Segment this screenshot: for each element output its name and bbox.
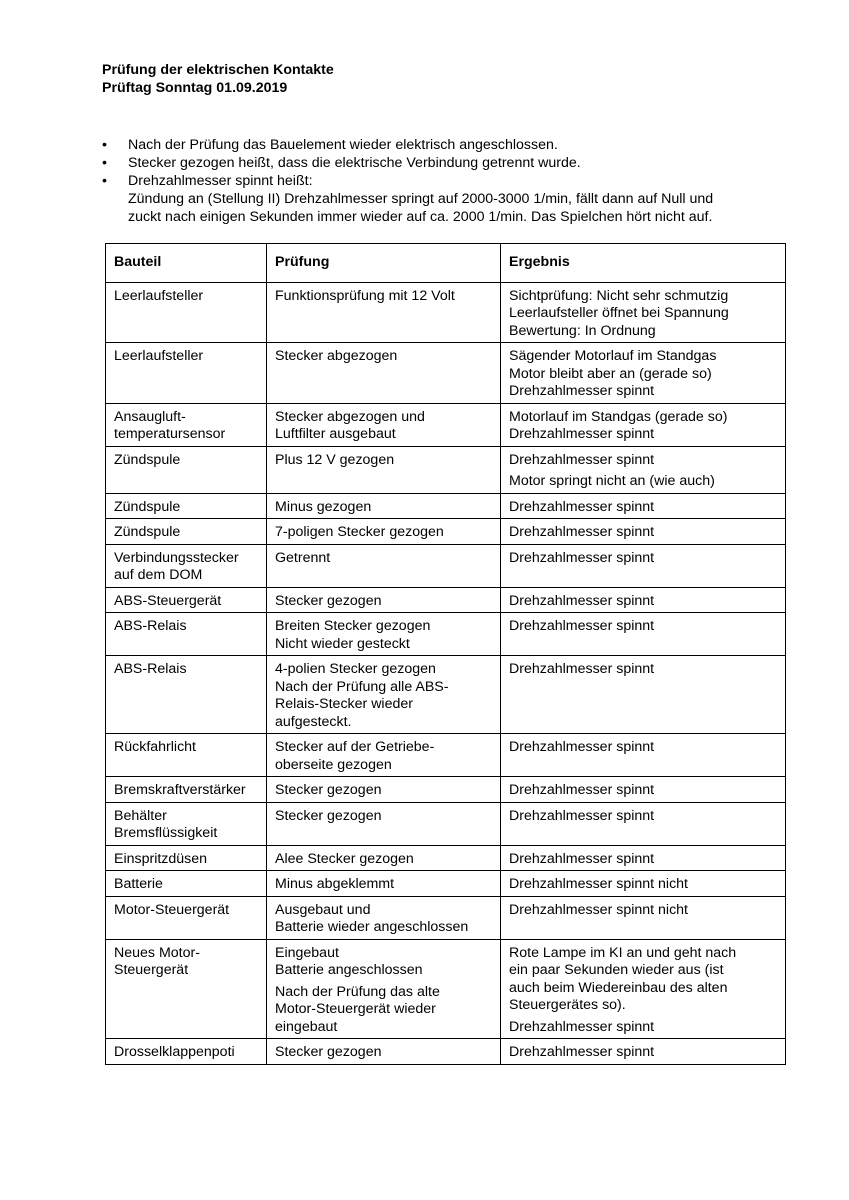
cell-text-line: Drehzahlmesser spinnt bbox=[509, 618, 655, 634]
results-table bbox=[105, 243, 786, 1065]
cell-text-line: Batterie wieder angeschlossen bbox=[275, 919, 469, 935]
table-row bbox=[106, 1039, 786, 1065]
bullet-text-line: Stecker gezogen heißt, dass die elektrische Verbindung getrennt wurde. bbox=[128, 155, 581, 171]
bullet-text-line: zuckt nach einigen Sekunden immer wieder auf ca. 2000 1/min. Das Spielchen hört nicht auf. bbox=[128, 209, 713, 225]
cell-text-line: Zündspule bbox=[114, 451, 181, 468]
ergebnis-cell bbox=[501, 613, 786, 656]
bauteil-cell bbox=[106, 802, 267, 845]
ergebnis-cell bbox=[501, 845, 786, 871]
bullet-text-line: Zündung an (Stellung II) Drehzahlmesser springt auf 2000-3000 1/min, fällt dann auf Null und bbox=[128, 191, 714, 207]
table-row bbox=[106, 734, 786, 777]
pruefung-cell bbox=[267, 587, 501, 613]
cell-text-line: Stecker gezogen bbox=[275, 807, 382, 824]
cell-text-line: Drehzahlmesser spinnt bbox=[509, 549, 655, 566]
table-row bbox=[106, 656, 786, 734]
cell-text-line: auf dem DOM bbox=[114, 567, 203, 583]
bullet-list bbox=[102, 136, 802, 226]
cell-text-line: Sägender Motorlauf im Standgas bbox=[509, 348, 717, 364]
cell-text-line: Neues Motor- bbox=[114, 944, 200, 961]
bauteil-cell bbox=[106, 519, 267, 545]
cell-text-line: Stecker gezogen bbox=[275, 782, 382, 798]
cell-text-line: Batterie bbox=[114, 876, 163, 892]
table-row bbox=[106, 519, 786, 545]
ergebnis-cell bbox=[501, 587, 786, 613]
cell-text-line: Batterie angeschlossen bbox=[275, 962, 423, 978]
cell-text-line: Drehzahlmesser spinnt bbox=[509, 498, 655, 515]
cell-text-line: Motor bleibt aber an (gerade so) bbox=[509, 365, 712, 382]
ergebnis-cell bbox=[501, 777, 786, 803]
bullet-text-line: Nach der Prüfung das Bauelement wieder elektrisch angeschlossen. bbox=[128, 137, 558, 153]
cell-text-line: eingebaut bbox=[275, 1018, 338, 1035]
pruefung-cell bbox=[267, 544, 501, 587]
cell-text-line: Drosselklappenpoti bbox=[114, 1044, 235, 1060]
pruefung-cell bbox=[267, 656, 501, 734]
cell-text-line: 4-polien Stecker gezogen bbox=[275, 661, 436, 677]
cell-text-line: ein paar Sekunden wieder aus (ist bbox=[509, 962, 724, 978]
cell-text-line: Verbindungsstecker bbox=[114, 549, 239, 566]
pruefung-cell bbox=[267, 939, 501, 1039]
pruefung-cell bbox=[267, 493, 501, 519]
bauteil-cell bbox=[106, 777, 267, 803]
bauteil-cell bbox=[106, 343, 267, 404]
cell-text-line: Einspritzdüsen bbox=[114, 850, 208, 867]
cell-text-line: 7-poligen Stecker gezogen bbox=[275, 524, 444, 540]
cell-text-line: Minus abgeklemmt bbox=[275, 876, 395, 892]
cell-text-line: oberseite gezogen bbox=[275, 756, 392, 773]
cell-text-line: Luftfilter ausgebaut bbox=[275, 426, 396, 442]
cell-text-line: aufgesteckt. bbox=[275, 713, 352, 730]
table-row bbox=[106, 446, 786, 493]
cell-text-line: Ausgebaut und bbox=[275, 901, 371, 918]
cell-text-line: Relais-Stecker wieder bbox=[275, 696, 413, 712]
header-bauteil: Bauteil bbox=[106, 244, 267, 283]
cell-text-line: Funktionsprüfung mit 12 Volt bbox=[275, 287, 455, 304]
cell-text-line: Drehzahlmesser spinnt bbox=[509, 661, 655, 677]
bullet-dot-icon: • bbox=[102, 173, 107, 189]
table-row bbox=[106, 343, 786, 404]
bullet-text-line: Drehzahlmesser spinnt heißt: bbox=[128, 173, 313, 189]
pruefung-cell bbox=[267, 802, 501, 845]
ergebnis-cell bbox=[501, 871, 786, 897]
cell-text-line: Eingebaut bbox=[275, 944, 339, 961]
cell-text-line: Nicht wieder gesteckt bbox=[275, 635, 410, 652]
bauteil-cell bbox=[106, 587, 267, 613]
cell-text-line: Drehzahlmesser spinnt bbox=[509, 426, 655, 442]
cell-text-line: Drehzahlmesser spinnt bbox=[509, 1018, 655, 1035]
cell-text-line: Stecker auf der Getriebe- bbox=[275, 739, 435, 755]
cell-text-line: Stecker abgezogen bbox=[275, 348, 398, 364]
pruefung-cell bbox=[267, 734, 501, 777]
bauteil-cell bbox=[106, 544, 267, 587]
cell-text-line: Sichtprüfung: Nicht sehr schmutzig bbox=[509, 287, 729, 304]
pruefung-cell bbox=[267, 282, 501, 343]
cell-text-line: ABS-Steuergerät bbox=[114, 592, 222, 609]
cell-text-line: Steuergerätes so). bbox=[509, 997, 626, 1013]
table-row bbox=[106, 845, 786, 871]
cell-text-line: temperatursensor bbox=[114, 426, 226, 442]
ergebnis-cell bbox=[501, 493, 786, 519]
title-line-2: Prüftag Sonntag 01.09.2019 bbox=[102, 79, 288, 96]
bauteil-cell bbox=[106, 493, 267, 519]
pruefung-cell bbox=[267, 343, 501, 404]
pruefung-cell bbox=[267, 845, 501, 871]
cell-text-line: Ansaugluft- bbox=[114, 408, 186, 425]
bauteil-cell bbox=[106, 939, 267, 1039]
ergebnis-cell bbox=[501, 519, 786, 545]
pruefung-cell bbox=[267, 403, 501, 446]
cell-text-line: Rote Lampe im KI an und geht nach bbox=[509, 944, 737, 961]
cell-text-line: Bremsflüssigkeit bbox=[114, 825, 218, 841]
cell-text-line: Drehzahlmesser spinnt bbox=[509, 1044, 655, 1060]
table-row bbox=[106, 802, 786, 845]
cell-text-line: ABS-Relais bbox=[114, 661, 187, 677]
pruefung-cell bbox=[267, 1039, 501, 1065]
ergebnis-cell bbox=[501, 734, 786, 777]
ergebnis-cell bbox=[501, 1039, 786, 1065]
cell-text-line: Bremskraftverstärker bbox=[114, 782, 246, 798]
table-row bbox=[106, 613, 786, 656]
cell-text-line: Minus gezogen bbox=[275, 498, 372, 515]
cell-text-line: Drehzahlmesser spinnt bbox=[509, 807, 655, 824]
bauteil-cell bbox=[106, 403, 267, 446]
table-row bbox=[106, 587, 786, 613]
cell-text-line: Getrennt bbox=[275, 549, 331, 566]
ergebnis-cell bbox=[501, 446, 786, 493]
cell-text-line: Nach der Prüfung das alte bbox=[275, 983, 440, 1000]
cell-text-line: Stecker gezogen bbox=[275, 592, 382, 609]
pruefung-cell bbox=[267, 896, 501, 939]
cell-text-line: Motor-Steuergerät bbox=[114, 901, 230, 918]
bullet-item bbox=[102, 172, 802, 226]
pruefung-cell bbox=[267, 613, 501, 656]
cell-text-line: Alee Stecker gezogen bbox=[275, 850, 414, 867]
header-ergebnis: Ergebnis bbox=[501, 244, 786, 283]
cell-text-line: Leerlaufsteller bbox=[114, 348, 204, 364]
table-row bbox=[106, 896, 786, 939]
cell-text-line: Drehzahlmesser spinnt bbox=[509, 850, 655, 867]
bauteil-cell bbox=[106, 1039, 267, 1065]
bauteil-cell bbox=[106, 282, 267, 343]
cell-text-line: Drehzahlmesser spinnt nicht bbox=[509, 876, 688, 892]
cell-text-line: Motorlauf im Standgas (gerade so) bbox=[509, 408, 728, 425]
cell-text-line: Drehzahlmesser spinnt bbox=[509, 782, 655, 798]
cell-text-line: Rückfahrlicht bbox=[114, 739, 197, 755]
title-line-1: Prüfung der elektrischen Kontakte bbox=[102, 62, 334, 78]
pruefung-cell bbox=[267, 446, 501, 493]
table-row bbox=[106, 493, 786, 519]
ergebnis-cell bbox=[501, 343, 786, 404]
header-pruefung: Prüfung bbox=[267, 244, 501, 283]
bauteil-cell bbox=[106, 896, 267, 939]
table-row bbox=[106, 939, 786, 1039]
ergebnis-cell bbox=[501, 656, 786, 734]
bauteil-cell bbox=[106, 613, 267, 656]
bullet-item bbox=[102, 136, 802, 154]
cell-text-line: Stecker gezogen bbox=[275, 1044, 382, 1060]
cell-text-line: Drehzahlmesser spinnt bbox=[509, 383, 655, 399]
table-row bbox=[106, 282, 786, 343]
cell-text-line: Drehzahlmesser spinnt nicht bbox=[509, 901, 688, 918]
table-row bbox=[106, 777, 786, 803]
bauteil-cell bbox=[106, 845, 267, 871]
bullet-dot-icon: • bbox=[102, 155, 107, 171]
bauteil-cell bbox=[106, 656, 267, 734]
table-row bbox=[106, 403, 786, 446]
cell-text-line: Drehzahlmesser spinnt bbox=[509, 524, 655, 540]
ergebnis-cell bbox=[501, 544, 786, 587]
pruefung-cell bbox=[267, 871, 501, 897]
cell-text-line: Leerlaufsteller bbox=[114, 287, 204, 304]
cell-text-line: ABS-Relais bbox=[114, 618, 187, 634]
cell-text-line: auch beim Wiedereinbau des alten bbox=[509, 979, 728, 996]
cell-text-line: Drehzahlmesser spinnt bbox=[509, 739, 655, 755]
cell-text-line: Behälter bbox=[114, 807, 167, 824]
table-row bbox=[106, 544, 786, 587]
cell-text-line: Steuergerät bbox=[114, 962, 189, 978]
cell-text-line: Nach der Prüfung alle ABS- bbox=[275, 678, 449, 695]
bauteil-cell bbox=[106, 871, 267, 897]
cell-text-line: Drehzahlmesser spinnt bbox=[509, 592, 655, 609]
document-title bbox=[102, 62, 334, 97]
cell-text-line: Motor-Steuergerät wieder bbox=[275, 1001, 436, 1017]
ergebnis-cell bbox=[501, 282, 786, 343]
ergebnis-cell bbox=[501, 896, 786, 939]
bullet-item bbox=[102, 154, 802, 172]
bauteil-cell bbox=[106, 734, 267, 777]
cell-text-line: Leerlaufsteller öffnet bei Spannung bbox=[509, 305, 729, 321]
bauteil-cell bbox=[106, 446, 267, 493]
cell-text-line: Motor springt nicht an (wie auch) bbox=[509, 473, 715, 489]
cell-text-line: Bewertung: In Ordnung bbox=[509, 322, 656, 339]
cell-text-line: Plus 12 V gezogen bbox=[275, 451, 395, 468]
pruefung-cell bbox=[267, 777, 501, 803]
cell-text-line: Stecker abgezogen und bbox=[275, 408, 425, 425]
cell-text-line: Breiten Stecker gezogen bbox=[275, 618, 431, 634]
table-row bbox=[106, 871, 786, 897]
ergebnis-cell bbox=[501, 403, 786, 446]
pruefung-cell bbox=[267, 519, 501, 545]
bullet-dot-icon: • bbox=[102, 137, 107, 153]
cell-text-line: Drehzahlmesser spinnt bbox=[509, 451, 655, 468]
cell-text-line: Zündspule bbox=[114, 498, 181, 515]
cell-text-line: Zündspule bbox=[114, 524, 181, 540]
table-header-row bbox=[106, 244, 786, 283]
ergebnis-cell bbox=[501, 939, 786, 1039]
ergebnis-cell bbox=[501, 802, 786, 845]
